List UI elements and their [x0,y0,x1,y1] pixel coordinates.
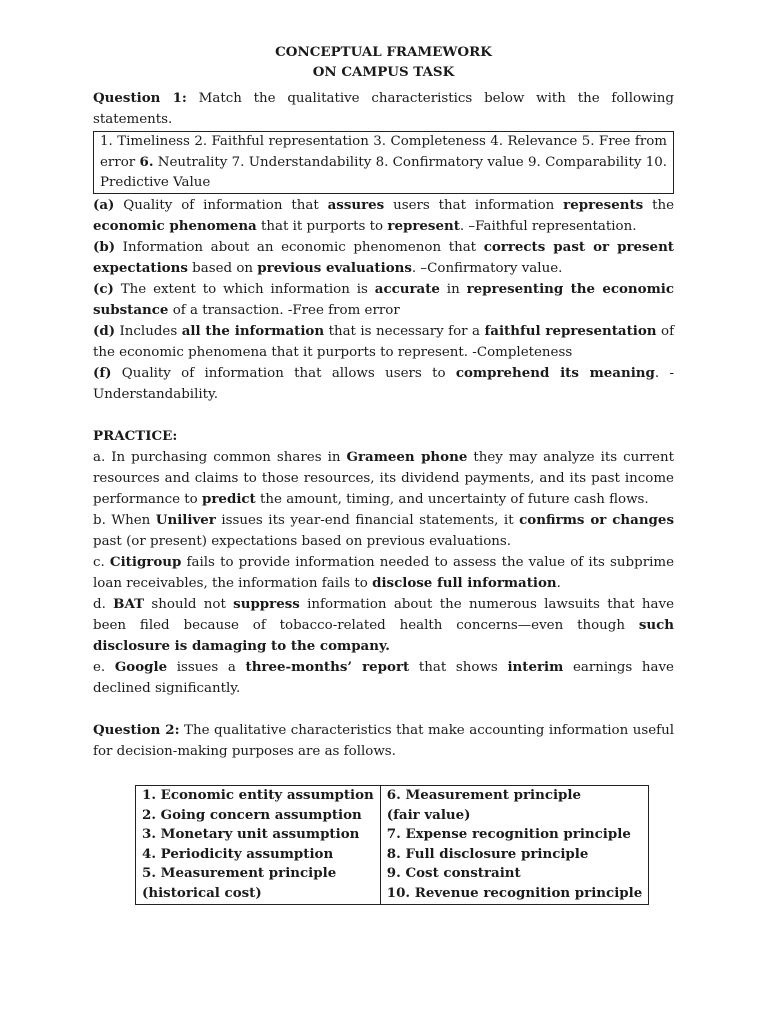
question-2-prompt [93,720,674,762]
table-cell-line: 10. Revenue recognition principle [386,884,643,901]
bold-text-segment: comprehend its meaning [455,365,655,381]
text-segment: information about the numerous lawsuits that have been filed because of tobacco-related health concerns—even though [93,597,675,633]
text-segment: c. [93,555,110,570]
characteristics-box [93,131,674,194]
text-segment: . –Confirmatory value. [411,261,563,276]
text-segment: they may analyze its current resources and claims to those resources, its dividend payments, and its past income performance to [93,450,674,507]
list-item [93,279,674,321]
text-segment: that shows [409,660,508,675]
text-segment: should not [144,597,234,612]
table-cell-line: 5. Measurement principle [142,865,337,882]
document-title-line-2: ON CAMPUS TASK [312,64,455,80]
table-cell-line: 7. Expense recognition principle [386,826,631,843]
bold-text-segment: three-months’ report [245,659,410,675]
table-cell-line: (historical cost) [142,884,262,901]
bold-text-segment: all the information [181,323,325,339]
text-segment: that is necessary for a [324,324,485,339]
text-segment: of the economic phenomena that it purports to represent. -Completeness [93,324,675,360]
text-segment: the [643,198,675,213]
bold-text-segment: interim [507,659,564,675]
question-1-prompt [93,88,674,130]
bold-text-segment: such disclosure is damaging to the company. [93,617,674,654]
bold-text-segment: BAT [113,596,145,612]
text-segment: Quality of information that [114,198,328,213]
characteristics-text-part-3: Neutrality 7. Understandability 8. Confirmatory value 9. Comparability 10. Predictive Value [100,155,667,190]
table-cell-line: (fair value) [386,806,471,823]
spacer [93,699,674,720]
text-segment: e. [93,660,115,675]
list-item [93,447,674,510]
bold-text-segment: represent [387,218,460,234]
table-cell-line: 9. Cost constraint [386,865,521,882]
table-cell-line: 1. Economic entity assumption [142,787,374,803]
bold-text-segment: previous evaluations [257,260,412,276]
practice-heading: PRACTICE: [93,428,178,444]
bold-text-segment: Uniliver [155,512,216,528]
list-item [93,657,674,699]
bold-text-segment: predict [202,491,256,507]
question-1-text: Match the qualitative characteristics below with the following statements. [93,91,674,127]
text-segment: Includes [115,324,182,339]
text-segment: Information about an economic phenomenon that [115,240,484,255]
text-segment: issues its year-end financial statements, it [215,513,520,528]
text-segment: . -Understandability. [93,366,674,402]
table-cell-line: 2. Going concern assumption [142,806,362,823]
table-cell-line: 4. Periodicity assumption [142,845,334,862]
text-segment: b. When [93,513,156,528]
statement-letter: (b) [93,239,116,255]
question-2-label: Question 2: [93,722,180,738]
list-item [93,552,674,594]
list-item [93,594,674,657]
table-cell-line: 6. Measurement principle [386,787,582,803]
bold-text-segment: Grameen phone [346,449,468,465]
statement-letter: (c) [93,281,114,297]
bold-text-segment: assures [327,197,385,213]
text-segment: The extent to which information is [113,282,375,297]
practice-statements [93,447,674,699]
spacer [93,405,674,426]
principles-table [135,785,649,905]
document-title-line-1: CONCEPTUAL FRAMEWORK [275,44,492,60]
bold-text-segment: Citigroup [109,554,182,570]
bold-text-segment: faithful representation [484,323,657,339]
list-item [93,321,674,363]
bold-text-segment: represents [563,197,644,213]
bold-text-segment: disclose full information [372,575,557,591]
text-segment: in [439,282,467,297]
bold-text-segment: accurate [374,281,440,297]
text-segment: of a transaction. -Free from error [168,303,400,318]
bold-text-segment: representing the economic substance [93,281,674,318]
bold-text-segment: Google [114,659,168,675]
text-segment: d. [93,597,114,612]
text-segment: . –Faithful representation. [459,219,637,234]
question-1-label: Question 1: [93,90,187,106]
list-item [93,363,674,405]
statement-letter: (d) [93,323,116,339]
text-segment: fails to provide information needed to assess the value of its subprime loan receivables, the information fails to [93,555,675,591]
list-item [93,237,674,279]
text-segment: issues a [167,660,246,675]
text-segment: a. In purchasing common shares in [93,450,347,465]
statement-letter: (f) [93,365,112,381]
characteristics-text-part-1: 1. Timeliness 2. Faithful representation 3. Completeness 4. Relevance 5. Free from error [100,134,667,170]
assumptions-column [136,786,381,905]
bold-text-segment: suppress [233,596,300,612]
text-segment: . [556,576,561,591]
document-content [93,42,674,905]
text-segment: based on [187,261,258,276]
statement-letter: (a) [93,197,115,213]
table-cell-line: 3. Monetary unit assumption [142,826,360,843]
text-segment: past (or present) expectations based on previous evaluations. [93,534,512,549]
bold-text-segment: economic phenomena [93,218,257,234]
list-item [93,510,674,552]
text-segment: users that information [384,198,564,213]
text-segment: the amount, timing, and uncertainty of future cash flows. [255,492,649,507]
text-segment: Quality of information that allows users to [111,366,456,381]
list-item [93,195,674,237]
table-cell-line: 8. Full disclosure principle [386,845,589,862]
question-1-statements [93,195,674,405]
characteristics-text-part-2: 6. [139,154,154,170]
text-segment: that it purports to [256,219,388,234]
text-segment: earnings have declined significantly. [93,660,674,696]
bold-text-segment: confirms or changes [519,512,674,528]
bold-text-segment: corrects past or present expectations [93,239,674,276]
question-2-text: The qualitative characteristics that make accounting information useful for decision-making purposes are as follows. [93,723,674,759]
table-row [136,786,649,905]
principles-column [380,786,648,905]
